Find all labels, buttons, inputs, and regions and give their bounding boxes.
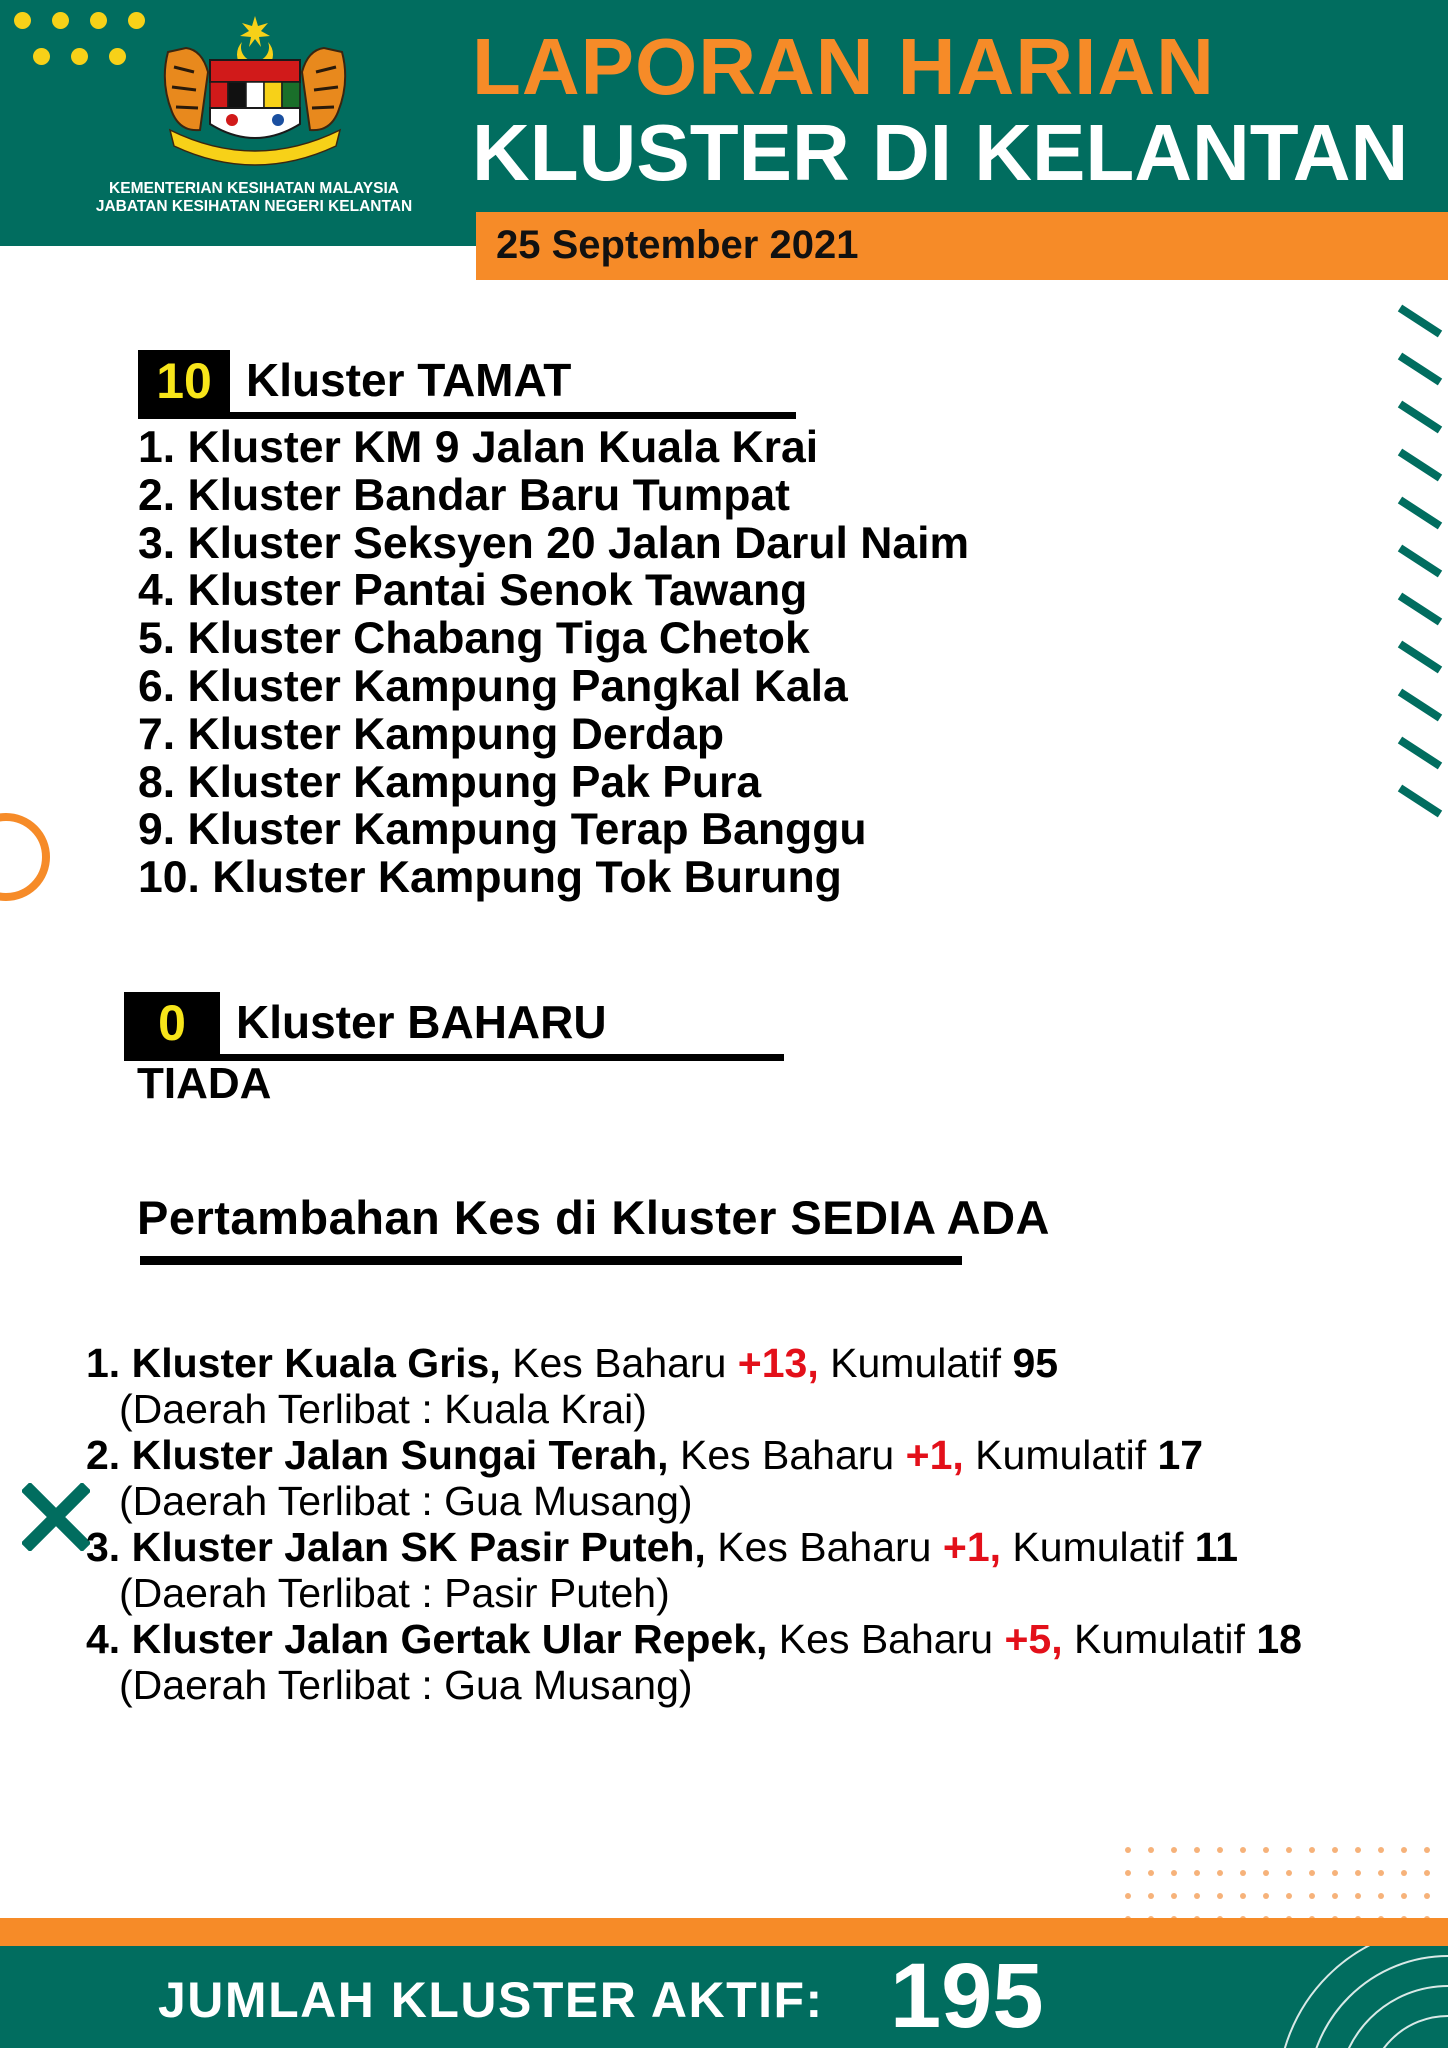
list-item: 1. Kluster KM 9 Jalan Kuala Krai (138, 423, 819, 472)
district-line: (Daerah Terlibat : Kuala Krai) (119, 1386, 647, 1432)
cumulative-label: Kumulatif (830, 1340, 1002, 1386)
total-active-clusters-value: 195 (890, 1946, 1044, 2047)
baharu-section-title: Kluster BAHARU (236, 996, 607, 1048)
list-item: 4. Kluster Pantai Senok Tawang (138, 566, 808, 616)
item-number: 4. (86, 1616, 121, 1662)
list-item: 5. Kluster Chabang Tiga Chetok (138, 614, 810, 664)
list-item (86, 1616, 1302, 1708)
cumulative-value: 18 (1256, 1616, 1302, 1662)
cumulative-value: 95 (1012, 1340, 1059, 1386)
list-item: 6. Kluster Kampung Pangkal Kala (138, 661, 848, 711)
cross-icon (22, 1483, 90, 1551)
new-cases-label: Kes Baharu (778, 1616, 994, 1662)
baharu-count-badge: 0 (124, 992, 220, 1054)
sedia-ada-cluster-list (86, 1340, 1302, 1708)
cumulative-value: 17 (1157, 1432, 1204, 1478)
report-title-line-2: KLUSTER DI KELANTAN (472, 108, 1409, 197)
arc-lines-decoration (1218, 1946, 1448, 2048)
list-item: 7. Kluster Kampung Derdap (138, 709, 725, 759)
tamat-section-header (138, 350, 798, 420)
new-cases-value: +13, (737, 1340, 819, 1386)
diagonal-stripes-decoration (1388, 300, 1448, 840)
new-cases-value: +5, (1004, 1616, 1063, 1662)
list-item: 3. Kluster Seksyen 20 Jalan Darul Naim (138, 518, 970, 568)
list-item (86, 1432, 1302, 1524)
new-cases-label: Kes Baharu (679, 1432, 895, 1478)
baharu-section-header (124, 992, 784, 1062)
ministry-line-2: JABATAN KESIHATAN NEGERI KELANTAN (95, 198, 413, 215)
cumulative-label: Kumulatif (975, 1432, 1147, 1478)
cluster-name: Kluster Kuala Gris, (131, 1340, 501, 1386)
cluster-name: Kluster Jalan Gertak Ular Repek, (131, 1616, 768, 1662)
list-item: 2. Kluster Bandar Baru Tumpat (138, 470, 790, 520)
new-cases-label: Kes Baharu (512, 1340, 727, 1386)
new-cases-value: +1, (942, 1524, 1002, 1570)
cumulative-label: Kumulatif (1012, 1524, 1184, 1570)
district-line: (Daerah Terlibat : Gua Musang) (119, 1662, 693, 1708)
total-active-clusters-label: JUMLAH KLUSTER AKTIF: (158, 1972, 824, 2028)
sedia-ada-section-title: Pertambahan Kes di Kluster SEDIA ADA (137, 1191, 1050, 1244)
sedia-ada-underline (140, 1256, 962, 1265)
cluster-summary-line (86, 1340, 1302, 1386)
cluster-summary-line (86, 1616, 1302, 1662)
header-banner (0, 0, 1448, 246)
baharu-none-text: TIADA (137, 1059, 272, 1108)
report-title-line-1: LAPORAN HARIAN (472, 22, 1215, 111)
list-item: 9. Kluster Kampung Terap Banggu (138, 805, 867, 855)
cluster-summary-line (86, 1432, 1302, 1478)
cumulative-value: 11 (1194, 1524, 1239, 1570)
ministry-name (62, 180, 446, 216)
tamat-count-badge: 10 (138, 350, 230, 412)
tamat-cluster-list (138, 424, 969, 902)
list-item: 8. Kluster Kampung Pak Pura (138, 757, 762, 807)
list-item (86, 1340, 1302, 1432)
ministry-line-1: KEMENTERIAN KESIHATAN MALAYSIA (109, 180, 399, 197)
cluster-summary-line (86, 1524, 1302, 1570)
footer-accent-bar (0, 1918, 1448, 1946)
tamat-underline (138, 412, 796, 419)
district-line: (Daerah Terlibat : Pasir Puteh) (119, 1570, 670, 1616)
coat-of-arms-icon (150, 12, 360, 180)
cluster-name: Kluster Jalan SK Pasir Puteh, (131, 1524, 706, 1570)
list-item (86, 1524, 1302, 1616)
cluster-name: Kluster Jalan Sungai Terah, (131, 1432, 669, 1478)
report-date: 25 September 2021 (496, 223, 859, 267)
item-number: 2. (86, 1432, 121, 1478)
item-number: 1. (86, 1340, 121, 1386)
list-item: 10. Kluster Kampung Tok Burung (138, 853, 842, 903)
tamat-section-title: Kluster TAMAT (246, 354, 572, 406)
new-cases-value: +1, (905, 1432, 964, 1478)
cumulative-label: Kumulatif (1074, 1616, 1245, 1662)
ring-decoration (0, 813, 50, 901)
new-cases-label: Kes Baharu (717, 1524, 932, 1570)
footer-banner (0, 1946, 1448, 2048)
district-line: (Daerah Terlibat : Gua Musang) (119, 1478, 693, 1524)
item-number: 3. (86, 1524, 121, 1570)
date-bar (476, 212, 1448, 280)
